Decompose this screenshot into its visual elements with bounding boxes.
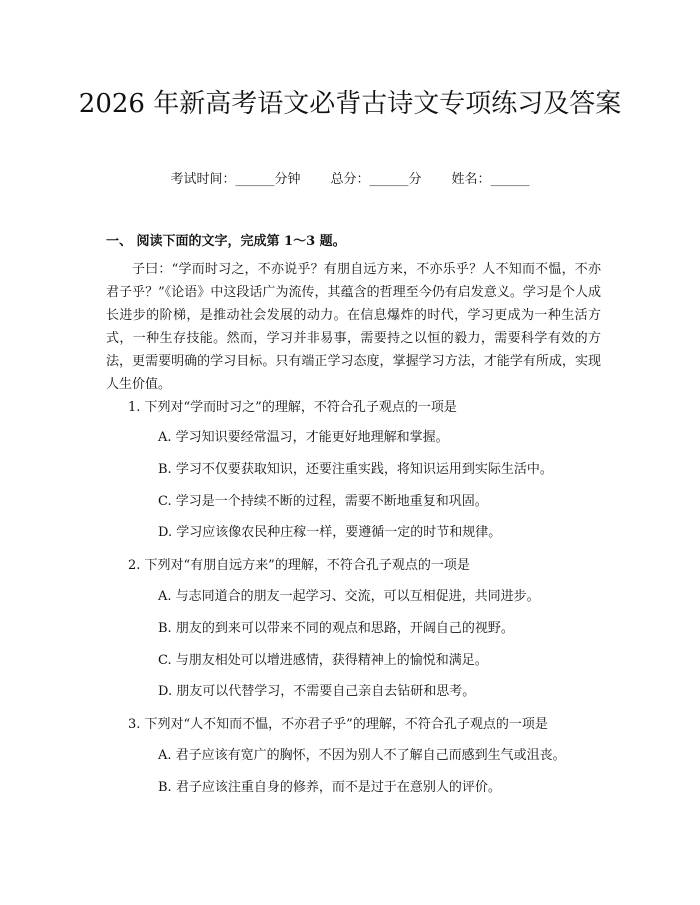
exam-name: 姓名：______ (451, 172, 530, 187)
question-2-option-c: C. 与朋友相处可以增进感情，获得精神上的愉悦和满足。 (158, 653, 488, 668)
question-2-option-d: D. 朋友可以代替学习，不需要自己亲自去钻研和思考。 (158, 684, 476, 699)
question-2-option-a: A. 与志同道合的朋友一起学习、交流，可以互相促进，共同进步。 (158, 589, 540, 604)
question-3-option-b: B. 君子应该注重自身的修养，而不是过于在意别人的评价。 (158, 780, 501, 795)
exam-score: 总分：______分 (330, 172, 422, 187)
question-1-stem: 1. 下列对“学而时习之”的理解，不符合孔子观点的一项是 (128, 400, 457, 415)
question-1-option-b: B. 学习不仅要获取知识，还要注重实践，将知识运用到实际生活中。 (158, 462, 553, 477)
exam-time: 考试时间：______分钟 (170, 172, 301, 187)
question-1-option-d: D. 学习应该像农民种庄稼一样，要遵循一定的时节和规律。 (158, 525, 502, 540)
question-1-option-c: C. 学习是一个持续不断的过程，需要不断地重复和巩固。 (158, 494, 488, 509)
question-3-option-a: A. 君子应该有宽广的胸怀，不因为别人不了解自己而感到生气或沮丧。 (158, 748, 566, 763)
document-title: 2026 年新高考语文必背古诗文专项练习及答案 (78, 89, 622, 119)
question-1-option-a: A. 学习知识要经常温习，才能更好地理解和掌握。 (158, 430, 449, 445)
question-2-option-b: B. 朋友的到来可以带来不同的观点和思路，开阔自己的视野。 (158, 621, 514, 636)
reading-passage: 子曰：“学而时习之，不亦说乎？有朋自远方来，不亦乐乎？人不知而不愠，不亦君子乎？”《论语》中这段话广为流传，其蕴含的哲理至今仍有启发意义。学习是个人成长进步的阶梯，是推动社会发展的动力。在信息爆炸的时代，学习更成为一种生活方式，一种生存技能。然而，学习并非易事，需要持之以恒的毅力，需要科学有效的方法，更需要明确的学习目标。只有端正学习态度，掌握学习方法，才能学有所成，实现人生价值。 (106, 262, 601, 392)
exam-meta (0, 170, 700, 190)
question-2-stem: 2. 下列对“有朋自远方来”的理解，不符合孔子观点的一项是 (128, 558, 470, 573)
question-3-stem: 3. 下列对“人不知而不愠，不亦君子乎”的理解，不符合孔子观点的一项是 (128, 717, 548, 732)
section-heading: 一、 阅读下面的文字，完成第 1～3 题。 (106, 234, 346, 249)
